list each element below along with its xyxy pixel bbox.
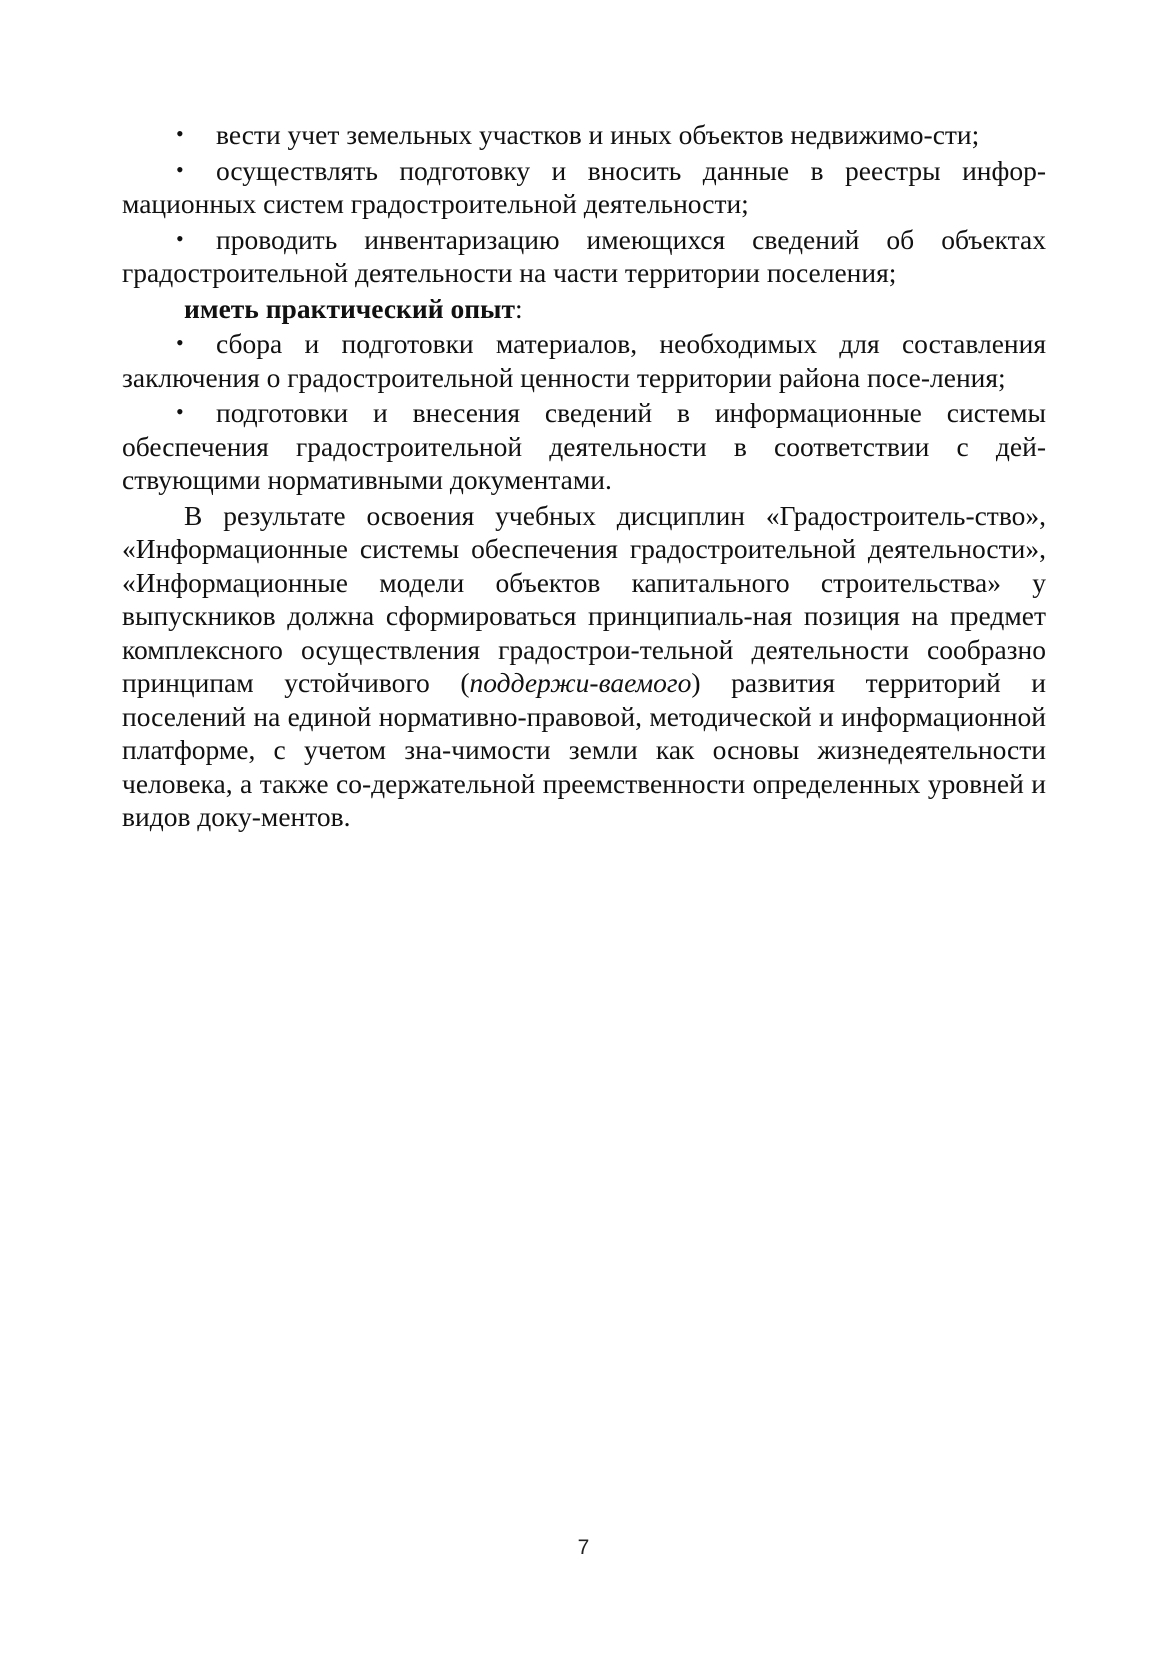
body-paragraph: [122, 499, 1046, 834]
bullet-icon: •: [176, 399, 184, 424]
list-item-text: проводить инвентаризацию имеющихся сведений об объектах градостроительной деятельности на части территории поселения;: [122, 223, 1046, 288]
bullet-icon: •: [176, 121, 184, 146]
section-heading-bold: иметь практический опыт: [184, 292, 516, 324]
list-item: [122, 327, 1046, 394]
paragraph-text-italic: поддержи-ваемого: [469, 667, 692, 698]
section-heading-colon: :: [515, 292, 523, 324]
list-item-text: осуществлять подготовку и вносить данные в реестры инфор-мационных систем градостроительной деятельности;: [122, 154, 1046, 219]
bullet-icon: •: [176, 225, 184, 251]
list-item: [122, 118, 1046, 152]
list-item-text: вести учет земельных участков и иных объектов недвижимо-сти;: [216, 119, 980, 150]
paragraph-text-part1: В результате освоения учебных дисциплин «Градостроитель-ство», «Информационные системы обеспечения градостроительной деятельности», «Информационные модели объектов капитального строительства» у выпускников должна сформироваться принципиаль-ная позиция на предмет комплексного осуществления градострои-тельной деятельности сообразно принципам устойчивого (: [122, 499, 1046, 698]
list-item: [122, 223, 1046, 290]
list-item-text: подготовки и внесения сведений в информационные системы обеспечения градостроительной деятельности в соответствии с дей-ствующими нормативными документами.: [122, 397, 1046, 495]
bullet-icon: •: [176, 330, 184, 355]
paragraph-text-part2: ) развития территорий и поселений на единой нормативно-правовой, методической и информационной платформе, с учетом зна-чимости земли как основы жизнедеятельности человека, а также со-держательной преемственности определенных уровней и видов доку-ментов.: [122, 667, 1046, 832]
list-item-text: сбора и подготовки материалов, необходимых для составления заключения о градостроительной ценности территории района посе-ления;: [122, 328, 1046, 393]
page-number: 7: [577, 1536, 590, 1559]
list-item: [122, 154, 1046, 221]
page-content: [122, 118, 1046, 834]
list-item: [122, 396, 1046, 497]
section-heading: [122, 292, 1046, 326]
bullet-icon: •: [176, 156, 184, 182]
